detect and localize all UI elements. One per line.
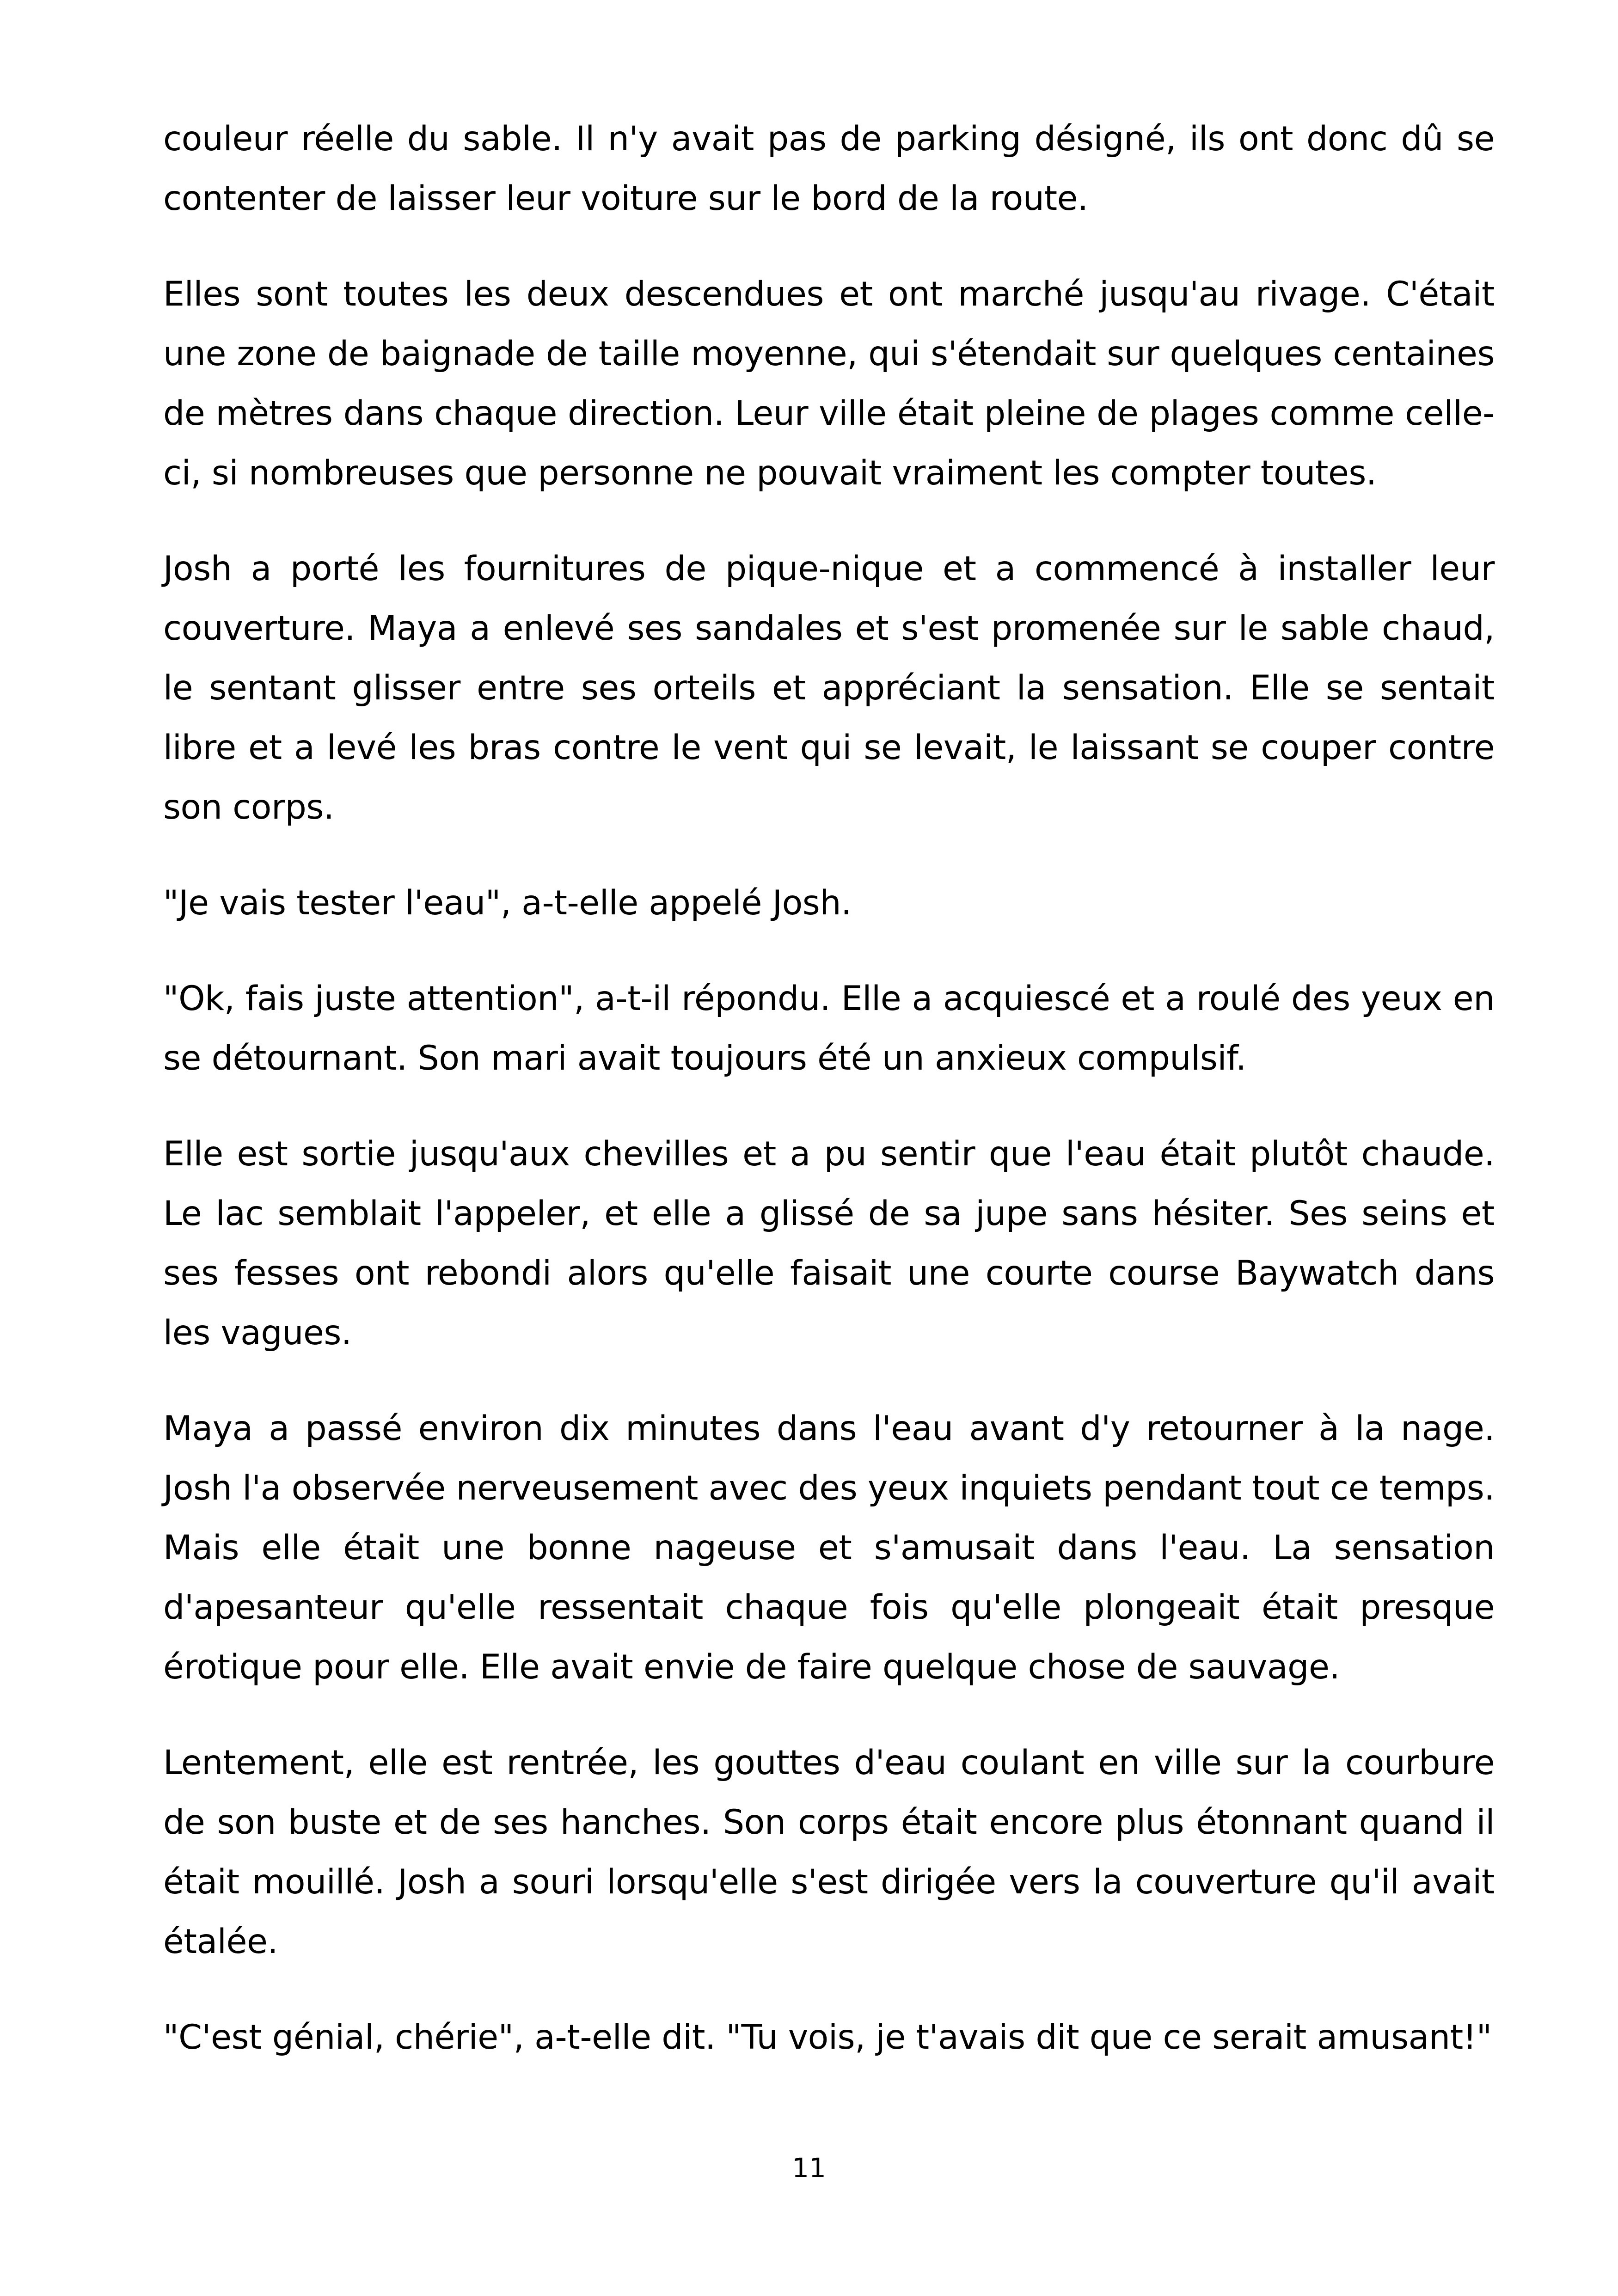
paragraph: Elles sont toutes les deux descendues et ont marché jusqu'au rivage. C'était une zone de baignade de taille moyenne, qui s'étendait sur quelques centaines de mètres dans chaque direction. Leur ville était pleine de plages comme celle-ci, si nombreuses que personne ne pouvait vraiment les compter toutes. <box>163 275 1495 493</box>
page-number: 11 <box>792 2152 826 2184</box>
paragraph: couleur réelle du sable. Il n'y avait pas de parking désigné, ils ont donc dû se contenter de laisser leur voiture sur le bord de la route. <box>163 119 1495 218</box>
paragraph: "Je vais tester l'eau", a-t-elle appelé Josh. <box>163 883 852 923</box>
paragraph: "Ok, fais juste attention", a-t-il répondu. Elle a acquiescé et a roulé des yeux en se détournant. Son mari avait toujours été un anxieux compulsif. <box>163 979 1495 1078</box>
paragraph: Elle est sortie jusqu'aux chevilles et a pu sentir que l'eau était plutôt chaude. Le lac semblait l'appeler, et elle a glissé de sa jupe sans hésiter. Ses seins et ses fesses ont rebondi alors qu'elle faisait une courte course Baywatch dans les vagues. <box>163 1134 1495 1353</box>
paragraph: Maya a passé environ dix minutes dans l'eau avant d'y retourner à la nage. Josh l'a observée nerveusement avec des yeux inquiets pendant tout ce temps. Mais elle était une bonne nageuse et s'amusait dans l'eau. La sensation d'apesanteur qu'elle ressentait chaque fois qu'elle plongeait était presque érotique pour elle. Elle avait envie de faire quelque chose de sauvage. <box>163 1409 1495 1687</box>
paragraph: "C'est génial, chérie", a-t-elle dit. "Tu vois, je t'avais dit que ce serait amusant!" <box>163 2018 1492 2057</box>
body-text <box>163 109 1495 2067</box>
paragraph: Lentement, elle est rentrée, les gouttes d'eau coulant en ville sur la courbure de son buste et de ses hanches. Son corps était encore plus étonnant quand il était mouillé. Josh a souri lorsqu'elle s'est dirigée vers la couverture qu'il avait étalée. <box>163 1743 1495 1961</box>
paragraph: Josh a porté les fournitures de pique-nique et a commencé à installer leur couverture. Maya a enlevé ses sandales et s'est promenée sur le sable chaud, le sentant glisser entre ses orteils et appréciant la sensation. Elle se sentait libre et a levé les bras contre le vent qui se levait, le laissant se couper contre son corps. <box>163 549 1495 827</box>
